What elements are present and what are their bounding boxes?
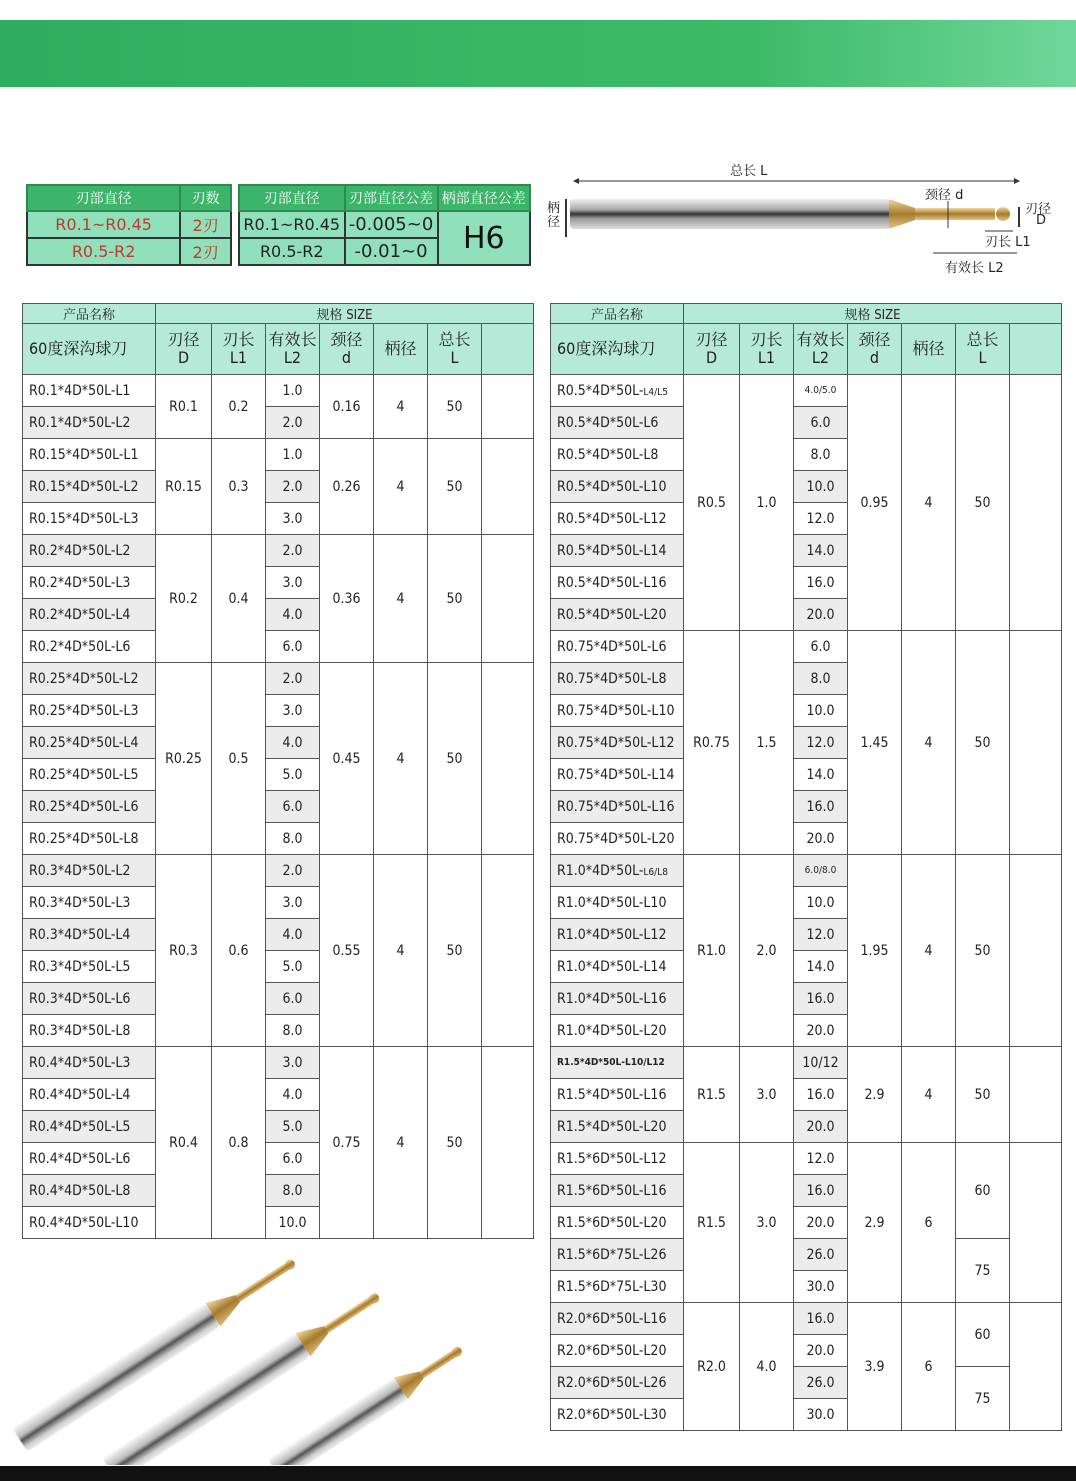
product-model: R0.4*4D*50L-L5	[23, 1111, 156, 1143]
blade-diameter: R0.5	[684, 375, 740, 631]
empty-cell	[482, 535, 534, 663]
product-model: R0.75*4D*50L-L16	[551, 791, 684, 823]
effective-length: 10.0	[266, 1207, 320, 1239]
header-col: 柄径	[902, 324, 956, 375]
effective-length: 16.0	[794, 567, 848, 599]
neck-diameter: 0.45	[320, 663, 374, 855]
product-model: R0.3*4D*50L-L3	[23, 887, 156, 919]
product-model: R1.0*4D*50L-L12	[551, 919, 684, 951]
effective-length: 14.0	[794, 535, 848, 567]
total-length: 75	[956, 1239, 1010, 1303]
effective-length: 12.0	[794, 503, 848, 535]
effective-length: 2.0	[266, 407, 320, 439]
effective-length: 14.0	[794, 951, 848, 983]
product-model: R0.5*4D*50L-L10	[551, 471, 684, 503]
shank-diameter: 4	[902, 375, 956, 631]
product-model: R1.5*6D*50L-L16	[551, 1175, 684, 1207]
effective-length: 6.0	[266, 983, 320, 1015]
table-row	[551, 1303, 1062, 1335]
blade-diameter: R1.5	[684, 1047, 740, 1143]
product-model: R2.0*6D*50L-L20	[551, 1335, 684, 1367]
table-row	[551, 375, 1062, 407]
product-model: R0.75*4D*50L-L6	[551, 631, 684, 663]
product-model: R0.4*4D*50L-L4	[23, 1079, 156, 1111]
tool-dimension-diagram	[545, 155, 1065, 280]
effective-length: 12.0	[794, 1143, 848, 1175]
total-length: 60	[956, 1143, 1010, 1239]
blade-length: 2.0	[740, 855, 794, 1047]
blade-diameter-label: 刃径	[1025, 202, 1052, 217]
effective-length: 6.0	[794, 407, 848, 439]
header-shank-tolerance: 柄部直径公差	[438, 185, 530, 211]
neck-diameter: 2.9	[848, 1143, 902, 1303]
effective-length: 3.0	[266, 1047, 320, 1079]
effective-length: 8.0	[794, 663, 848, 695]
cell: -0.01~0	[345, 238, 438, 265]
blade-length-label: 刃长 L1	[985, 235, 1031, 250]
blade-length: 1.5	[740, 631, 794, 855]
cell: R0.5-R2	[239, 238, 345, 265]
blade-length: 0.4	[212, 535, 266, 663]
table-row	[551, 1143, 1062, 1175]
empty-cell	[482, 1047, 534, 1239]
product-model: R1.0*4D*50L-L16	[551, 983, 684, 1015]
product-model: R0.3*4D*50L-L4	[23, 919, 156, 951]
empty-cell	[1010, 855, 1062, 1047]
total-length: 50	[428, 375, 482, 439]
effective-length: 6.0	[266, 791, 320, 823]
product-model: R1.5*4D*50L-L16	[551, 1079, 684, 1111]
total-length: 50	[956, 1047, 1010, 1143]
effective-length: 2.0	[266, 663, 320, 695]
blade-diameter: R0.2	[156, 535, 212, 663]
shank-diameter: 6	[902, 1143, 956, 1303]
shank-diameter-label: 柄 径	[547, 201, 561, 230]
product-model: R0.25*4D*50L-L3	[23, 695, 156, 727]
effective-length: 30.0	[794, 1399, 848, 1431]
product-model: R1.0*4D*50L-L14	[551, 951, 684, 983]
end-mill-product-photo	[0, 1245, 540, 1465]
shank-diameter: 4	[902, 855, 956, 1047]
model-suffix: L6/L8	[643, 866, 668, 878]
effective-length: 16.0	[794, 791, 848, 823]
header-blade-diameter: 刃部直径	[239, 185, 345, 211]
product-model: R1.5*4D*50L-L20	[551, 1111, 684, 1143]
blade-length: 4.0	[740, 1303, 794, 1431]
total-length: 50	[428, 1047, 482, 1239]
table-row	[551, 1367, 1062, 1399]
effective-length: 8.0	[266, 1175, 320, 1207]
shank-diameter: 4	[374, 1047, 428, 1239]
effective-length: 16.0	[794, 983, 848, 1015]
spec-table-left	[22, 303, 534, 1239]
product-model: R2.0*6D*50L-L16	[551, 1303, 684, 1335]
table-row	[23, 375, 534, 407]
header-size: 规格 SIZE	[684, 304, 1062, 324]
empty-cell	[482, 375, 534, 439]
header-col: 刃径 D	[684, 324, 740, 375]
blade-diameter: R0.15	[156, 439, 212, 535]
effective-length: 8.0	[266, 1015, 320, 1047]
product-model: R0.2*4D*50L-L6	[23, 631, 156, 663]
product-model: R0.3*4D*50L-L2	[23, 855, 156, 887]
effective-length: 16.0	[794, 1303, 848, 1335]
total-length: 50	[428, 663, 482, 855]
effective-length: 8.0	[794, 439, 848, 471]
blade-diameter: R1.5	[684, 1143, 740, 1303]
total-length-label: 总长 L	[730, 164, 768, 179]
effective-length: 1.0	[266, 439, 320, 471]
shank-diameter: 4	[902, 1047, 956, 1143]
neck-diameter: 3.9	[848, 1303, 902, 1431]
header-col: 刃长 L1	[740, 324, 794, 375]
effective-length: 3.0	[266, 567, 320, 599]
effective-length: 30.0	[794, 1271, 848, 1303]
product-model: R0.5*4D*50L-L12	[551, 503, 684, 535]
model-suffix: L4/L5	[643, 386, 668, 398]
total-length: 50	[956, 375, 1010, 631]
effective-length: 26.0	[794, 1239, 848, 1271]
effective-length: 12.0	[794, 919, 848, 951]
product-model: R0.4*4D*50L-L8	[23, 1175, 156, 1207]
blade-length: 0.5	[212, 663, 266, 855]
total-length: 60	[956, 1303, 1010, 1367]
product-model: R0.5*4D*50L-L20	[551, 599, 684, 631]
blade-diameter: R0.3	[156, 855, 212, 1047]
empty-cell	[1010, 1303, 1062, 1431]
header-col: 刃径 D	[156, 324, 212, 375]
effective-length: 3.0	[266, 503, 320, 535]
empty-cell	[1010, 1143, 1062, 1303]
table-row	[23, 663, 534, 695]
effective-length: 20.0	[794, 823, 848, 855]
total-length: 75	[956, 1367, 1010, 1431]
shank-diameter: 4	[374, 375, 428, 439]
header-size: 规格 SIZE	[156, 304, 534, 324]
product-model: R1.0*4D*50L-L20	[551, 1015, 684, 1047]
product-model: R0.75*4D*50L-L20	[551, 823, 684, 855]
effective-length: 3.0	[266, 695, 320, 727]
table-row	[23, 535, 534, 567]
header-product-name: 产品名称	[551, 304, 684, 324]
effective-length: 5.0	[266, 1111, 320, 1143]
neck-diameter: 0.95	[848, 375, 902, 631]
effective-length: 8.0	[266, 823, 320, 855]
product-model: R0.5*4D*50L-L4/L5	[551, 375, 684, 407]
effective-length: 4.0/5.0	[794, 375, 848, 407]
neck-diameter: 0.75	[320, 1047, 374, 1239]
neck-diameter: 1.45	[848, 631, 902, 855]
product-model: R1.5*6D*50L-L20	[551, 1207, 684, 1239]
cell: R0.5-R2	[27, 238, 180, 265]
product-model: R0.5*4D*50L-L6	[551, 407, 684, 439]
product-model: R0.25*4D*50L-L5	[23, 759, 156, 791]
effective-length: 10.0	[794, 887, 848, 919]
effective-length: 6.0	[266, 631, 320, 663]
shank-diameter: 4	[374, 663, 428, 855]
product-model: R2.0*6D*50L-L30	[551, 1399, 684, 1431]
header-blade-diameter: 刃部直径	[27, 185, 180, 211]
footer-bar	[0, 1466, 1076, 1481]
effective-length: 2.0	[266, 855, 320, 887]
header-col: 柄径	[374, 324, 428, 375]
product-model: R0.2*4D*50L-L2	[23, 535, 156, 567]
effective-length: 10.0	[794, 471, 848, 503]
effective-length: 4.0	[266, 599, 320, 631]
blade-diameter: R0.25	[156, 663, 212, 855]
product-model: R0.25*4D*50L-L6	[23, 791, 156, 823]
effective-length: 20.0	[794, 1207, 848, 1239]
tolerance-table	[238, 184, 531, 266]
empty-cell	[1010, 375, 1062, 631]
header-col: 总长 L	[956, 324, 1010, 375]
neck-diameter: 0.55	[320, 855, 374, 1047]
shank-diameter: 4	[374, 535, 428, 663]
total-length: 50	[428, 439, 482, 535]
blade-length: 0.3	[212, 439, 266, 535]
effective-length: 12.0	[794, 727, 848, 759]
header-col: 颈径 d	[320, 324, 374, 375]
effective-length: 4.0	[266, 919, 320, 951]
table-row	[23, 1047, 534, 1079]
blade-diameter-symbol: D	[1036, 213, 1047, 228]
effective-length: 20.0	[794, 1335, 848, 1367]
product-model: R0.15*4D*50L-L2	[23, 471, 156, 503]
shank-diameter: 4	[902, 631, 956, 855]
product-model: R0.3*4D*50L-L6	[23, 983, 156, 1015]
shank-diameter: 4	[374, 439, 428, 535]
effective-length: 6.0/8.0	[794, 855, 848, 887]
effective-length: 2.0	[266, 471, 320, 503]
effective-length: 14.0	[794, 759, 848, 791]
product-model: R0.1*4D*50L-L1	[23, 375, 156, 407]
neck-diameter: 0.36	[320, 535, 374, 663]
effective-length: 16.0	[794, 1175, 848, 1207]
product-model: R0.4*4D*50L-L6	[23, 1143, 156, 1175]
header-col: 刃长 L1	[212, 324, 266, 375]
neck-diameter: 2.9	[848, 1047, 902, 1143]
effective-length: 10.0	[794, 695, 848, 727]
effective-length: 2.0	[266, 535, 320, 567]
blade-length: 3.0	[740, 1047, 794, 1143]
product-model: R1.0*4D*50L-L10	[551, 887, 684, 919]
total-length: 50	[428, 855, 482, 1047]
product-model: R0.4*4D*50L-L3	[23, 1047, 156, 1079]
empty-cell	[1010, 631, 1062, 855]
empty-cell	[482, 855, 534, 1047]
blade-length: 0.2	[212, 375, 266, 439]
product-model: R0.25*4D*50L-L2	[23, 663, 156, 695]
product-model: R0.5*4D*50L-L16	[551, 567, 684, 599]
product-model: R0.75*4D*50L-L10	[551, 695, 684, 727]
effective-length: 4.0	[266, 727, 320, 759]
header-product-type: 60度深沟球刀	[551, 324, 684, 375]
product-model: R1.5*6D*75L-L30	[551, 1271, 684, 1303]
blade-diameter: R1.0	[684, 855, 740, 1047]
blade-length: 1.0	[740, 375, 794, 631]
cell: R0.1~R0.45	[27, 211, 180, 238]
header-empty	[1010, 324, 1062, 375]
header-flutes: 刃数	[180, 185, 231, 211]
header-col: 总长 L	[428, 324, 482, 375]
product-model: R1.5*4D*50L-L10/L12	[551, 1047, 684, 1079]
product-model: R0.1*4D*50L-L2	[23, 407, 156, 439]
product-model: R0.75*4D*50L-L8	[551, 663, 684, 695]
effective-length: 6.0	[794, 631, 848, 663]
empty-cell	[1010, 1047, 1062, 1143]
table-row	[551, 1239, 1062, 1271]
header-col: 颈径 d	[848, 324, 902, 375]
header-banner	[0, 20, 1076, 87]
product-model: R1.5*6D*75L-L26	[551, 1239, 684, 1271]
product-model: R1.0*4D*50L-L6/L8	[551, 855, 684, 887]
product-model: R0.3*4D*50L-L5	[23, 951, 156, 983]
product-model: R0.15*4D*50L-L1	[23, 439, 156, 471]
shank-diameter: 4	[374, 855, 428, 1047]
total-length: 50	[428, 535, 482, 663]
effective-length: 20.0	[794, 1111, 848, 1143]
cell: 2刃	[180, 238, 231, 265]
blade-length: 3.0	[740, 1143, 794, 1303]
spec-table-right	[550, 303, 1062, 1431]
blade-diameter: R0.4	[156, 1047, 212, 1239]
header-col: 有效长 L2	[794, 324, 848, 375]
cell: R0.1~R0.45	[239, 211, 345, 238]
table-row	[23, 855, 534, 887]
shank-diameter: 6	[902, 1303, 956, 1431]
product-model: R2.0*6D*50L-L26	[551, 1367, 684, 1399]
blade-length: 0.8	[212, 1047, 266, 1239]
empty-cell	[482, 439, 534, 535]
effective-length: 20.0	[794, 1015, 848, 1047]
blade-diameter: R0.75	[684, 631, 740, 855]
total-length: 50	[956, 631, 1010, 855]
neck-diameter-label: 颈径 d	[925, 188, 964, 203]
header-product-type: 60度深沟球刀	[23, 324, 156, 375]
cell: -0.005~0	[345, 211, 438, 238]
product-model: R0.2*4D*50L-L4	[23, 599, 156, 631]
header-col: 有效长 L2	[266, 324, 320, 375]
product-model: R0.5*4D*50L-L14	[551, 535, 684, 567]
header-blade-tolerance: 刃部直径公差	[345, 185, 438, 211]
product-model: R0.75*4D*50L-L14	[551, 759, 684, 791]
neck-diameter: 0.16	[320, 375, 374, 439]
header-product-name: 产品名称	[23, 304, 156, 324]
product-model: R0.75*4D*50L-L12	[551, 727, 684, 759]
empty-cell	[482, 663, 534, 855]
effective-length: 20.0	[794, 599, 848, 631]
effective-length: 5.0	[266, 759, 320, 791]
effective-length: 3.0	[266, 887, 320, 919]
product-model: R0.25*4D*50L-L4	[23, 727, 156, 759]
cell: 2刃	[180, 211, 231, 238]
effective-length: 6.0	[266, 1143, 320, 1175]
effective-length-label: 有效长 L2	[945, 261, 1004, 276]
flute-count-table	[26, 184, 232, 266]
product-model: R1.5*6D*50L-L12	[551, 1143, 684, 1175]
effective-length: 4.0	[266, 1079, 320, 1111]
shank-tolerance-value: H6	[438, 211, 530, 265]
effective-length: 16.0	[794, 1079, 848, 1111]
header-empty	[482, 324, 534, 375]
neck-diameter: 1.95	[848, 855, 902, 1047]
table-row	[23, 439, 534, 471]
total-length: 50	[956, 855, 1010, 1047]
table-row	[551, 855, 1062, 887]
effective-length: 10/12	[794, 1047, 848, 1079]
product-model: R0.3*4D*50L-L8	[23, 1015, 156, 1047]
blade-length: 0.6	[212, 855, 266, 1047]
table-row	[551, 631, 1062, 663]
effective-length: 5.0	[266, 951, 320, 983]
product-model: R0.5*4D*50L-L8	[551, 439, 684, 471]
blade-diameter: R0.1	[156, 375, 212, 439]
table-row	[551, 1047, 1062, 1079]
product-model: R0.4*4D*50L-L10	[23, 1207, 156, 1239]
product-model: R0.25*4D*50L-L8	[23, 823, 156, 855]
neck-diameter: 0.26	[320, 439, 374, 535]
effective-length: 1.0	[266, 375, 320, 407]
effective-length: 26.0	[794, 1367, 848, 1399]
blade-diameter: R2.0	[684, 1303, 740, 1431]
product-model: R0.2*4D*50L-L3	[23, 567, 156, 599]
product-model: R0.15*4D*50L-L3	[23, 503, 156, 535]
